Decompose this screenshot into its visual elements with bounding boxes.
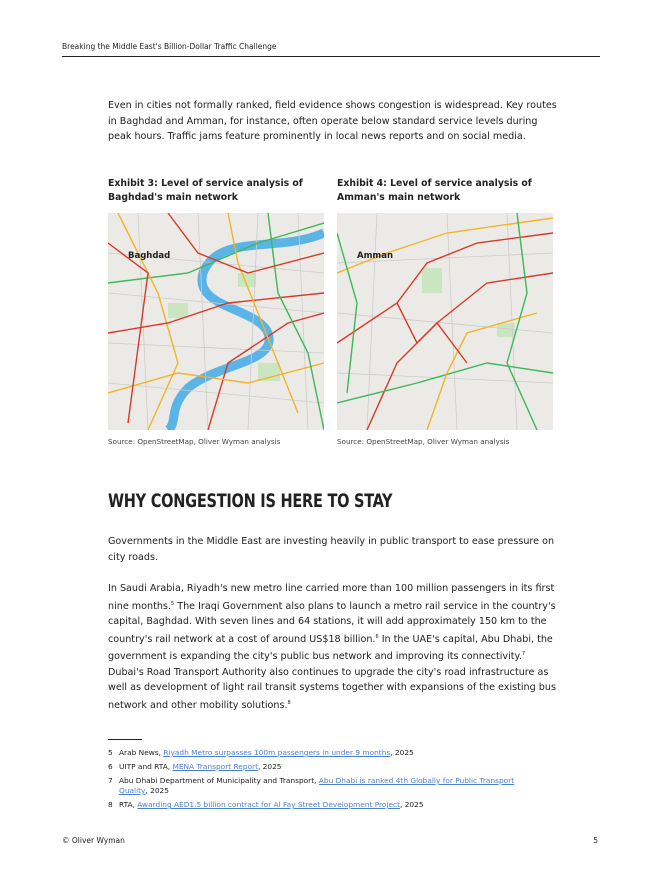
intro-paragraph: Even in cities not formally ranked, field evidence shows congestion is widespread. Key routes in Baghdad and Amman, for instance, often operate below standard service levels during peak hours. Traffic jams feature prominently in local news reports and on social media.: [108, 100, 557, 142]
footnote-link[interactable]: Abu Dhabi is ranked 4th Globally for Public Transport Quality: [119, 776, 515, 795]
footnote: [108, 800, 528, 810]
footnote-text: , 2025: [390, 748, 414, 757]
footnote-number: 6: [108, 762, 113, 771]
footnote-number: 7: [108, 776, 113, 785]
footnote-text: , 2025: [400, 800, 424, 809]
header-divider: [62, 56, 600, 57]
sentence: In Saudi Arabia, Riyadh's new metro line carried more than 100 million passengers in its first nine months.: [108, 583, 555, 612]
footnote-text: Abu Dhabi Department of Municipality and Transport,: [119, 776, 319, 785]
exhibit-3-source: Source: OpenStreetMap, Oliver Wyman analysis: [108, 437, 281, 446]
running-header: Breaking the Middle East's Billion-Dollar Traffic Challenge: [62, 42, 277, 51]
exhibit-3-title: Exhibit 3: Level of service analysis of Baghdad's main network: [108, 178, 303, 203]
map-city-label: Amman: [357, 251, 394, 261]
footnote: [108, 776, 518, 796]
baghdad-map: [108, 213, 324, 430]
sentence: The Iraqi Government also plans to launch a metro rail service in the country's capital, Baghdad. With seven lines and 64 stations, it will add approximately 150 km to the country's rail network at a cost of around US$18 billion.: [108, 600, 556, 645]
footnote-link[interactable]: Awarding AED1.5 billion contract for Al Fay Street Development Project: [137, 800, 401, 809]
section-paragraph-1: Governments in the Middle East are investing heavily in public transport to ease pressure on city roads.: [108, 536, 555, 563]
footnote-text: , 2025: [145, 786, 169, 795]
footnote-divider: [108, 739, 142, 740]
footnote-ref[interactable]: 7: [521, 651, 526, 657]
footnote-text: RTA,: [119, 800, 138, 809]
footnote-number: 8: [108, 800, 113, 809]
footnote-text: , 2025: [257, 762, 282, 771]
footnote: [108, 748, 528, 758]
amman-map: [337, 213, 553, 430]
footer-copyright: © Oliver Wyman: [62, 836, 125, 845]
footnote-ref[interactable]: 5: [170, 600, 175, 607]
footnote-ref[interactable]: 6: [375, 633, 379, 640]
sentence: Dubai's Road Transport Authority also continues to upgrade the city's road infrastructure as well as development of light rail transit systems together with expansions of the existing bus network and other mobility solutions.: [108, 666, 556, 711]
exhibit-4-source: Source: OpenStreetMap, Oliver Wyman analysis: [337, 437, 510, 446]
footnote-ref[interactable]: 8: [287, 699, 291, 706]
footnote-text: UITP and RTA,: [119, 762, 173, 771]
map-city-label: Baghdad: [128, 251, 171, 261]
exhibit-4-title: Exhibit 4: Level of service analysis of Amman's main network: [337, 178, 532, 203]
footnote: [108, 762, 528, 772]
sentence: In the UAE's capital, Abu Dhabi, the government is expanding the city's public bus network and improving its connectivity.: [108, 633, 553, 662]
footnote-link[interactable]: Riyadh Metro surpasses 100m passengers in under 9 months: [163, 748, 391, 757]
footnote-number: 5: [108, 748, 113, 757]
footnote-text: Arab News,: [119, 748, 164, 757]
footnote-link[interactable]: MENA Transport Report: [172, 762, 258, 771]
section-paragraph-2: [108, 581, 558, 713]
page-number: 5: [593, 836, 598, 845]
section-heading: WHY CONGESTION IS HERE TO STAY: [108, 490, 393, 512]
